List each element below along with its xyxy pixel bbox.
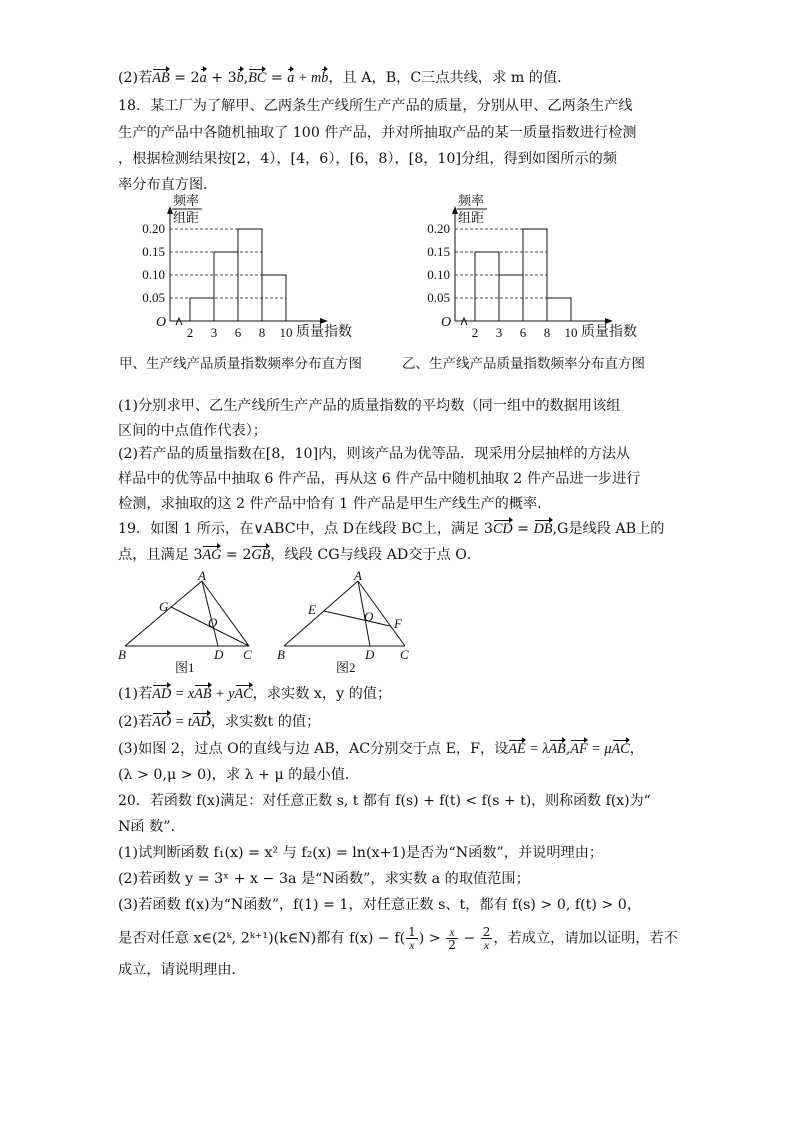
q18-sub2-line1: (2)若产品的质量指数在[8，10]内，则该产品为优等品．现采用分层抽样的方法从 [118, 446, 631, 462]
x-tick-label: 2 [186, 325, 194, 340]
fig2-label-O: O [364, 609, 374, 624]
q19-s1-plus: + y [211, 686, 235, 702]
q20-sub1: (1)试判断函数 f₁(x) = x² 与 f₂(x) = ln(x+1)是否为“N函数”，并说明理由； [118, 845, 604, 861]
q19-s1-text-b: ，求实数 x，y 的值； [252, 686, 392, 702]
x-tick-label: 8 [258, 325, 266, 340]
q19-sub3 [118, 739, 678, 759]
fig2-side-BA [284, 581, 358, 646]
fraction-1-over-x [406, 926, 418, 951]
y-tick-label: 0.15 [142, 244, 165, 259]
q18-line3: ，根据检测结果按[2，4），[4，6），[6，8），[8，10]分组，得到如图所示的频 [118, 151, 618, 167]
y-tick-label: 0.05 [142, 290, 165, 305]
q19-l1-eq: = [512, 521, 534, 537]
q20-sub3-line3: 成立，请说明理由． [118, 962, 246, 978]
y-tick-label: 0.20 [142, 221, 165, 236]
vector-AD-s2: AD [191, 714, 211, 730]
q19-s3-text-a: (3)如图 2，过点 O的直线与边 AB，AC分别交于点 E，F，设 [118, 741, 509, 757]
vector-CD: CD [492, 521, 513, 537]
q19-l2-text-b: ，线段 CG与线段 AD交于点 O． [270, 547, 482, 563]
fig2-label-E: E [308, 602, 316, 617]
q18-sub1-line2: 区间的中点值作代表）； [118, 423, 267, 439]
x-tick-label: 8 [543, 325, 551, 340]
fig2-segment-EF [324, 611, 390, 626]
q19-s2-text-b: ，求实数t 的值； [210, 714, 321, 730]
fig2-label-F: F [394, 616, 402, 631]
fig1-label-O: O [208, 615, 218, 630]
fig1-caption: 图1 [175, 660, 195, 675]
x-axis-arrow [320, 318, 328, 324]
q18-line2: 生产的产品中各随机抽取了 100 件产品，并对所抽取产品的某一质量指数进行检测 [118, 125, 637, 141]
y-tick-label: 0.20 [427, 221, 450, 236]
fig1-segment-AD [202, 581, 218, 646]
histogram-bar [475, 252, 499, 321]
histogram-bar [214, 252, 238, 321]
fraction-1-den: x [409, 938, 415, 952]
q19-s3-text-b: ， [629, 741, 644, 757]
q20-l6-text-c: − [458, 930, 480, 947]
q20-l6-text-a: 是否对任意 x∈(2ᵏ, 2ᵏ⁺¹)(k∈N)都有 f(x) − f( [118, 930, 406, 947]
histogram-yi-caption: 乙、生产线产品质量指数频率分布直方图 [402, 356, 645, 372]
y-label-bottom: 组距 [173, 210, 200, 225]
x-tick-label: 3 [495, 325, 503, 340]
q19-sub3-line2: (λ > 0,μ > 0)，求 λ + μ 的最小值． [118, 767, 360, 783]
q19-line2 [118, 545, 678, 565]
q18-line4: 率分布直方图． [118, 177, 218, 193]
histogram-jia-caption: 甲、生产线产品质量指数频率分布直方图 [119, 356, 362, 372]
q19-l2-eq: = 2 [221, 547, 252, 563]
q20-line1: 20．若函数 f(x)满足：对任意正数 s, t 都有 f(s) + f(t) < f(s + t)，则称函数 f(x)为“ [118, 793, 651, 809]
histogram-bar [190, 298, 214, 321]
fig2-caption: 图2 [336, 660, 356, 675]
fig2-label-D: D [365, 647, 375, 662]
vector-AF: AF [570, 741, 588, 757]
q18-sub1-line1: (1)分别求甲、乙生产线所生产产品的质量指数的平均数（同一组中的数据用该组 [118, 398, 621, 414]
triangle-figure-2 [274, 566, 424, 678]
x-axis-arrow [605, 318, 613, 324]
fig2-label-A: A [354, 568, 362, 583]
q18-sub2-line3: 检测，求抽取的这 2 件产品中恰有 1 件产品是甲生产线生产的概率． [118, 496, 552, 512]
y-tick-label: 0.10 [142, 267, 165, 282]
y-label-top: 频率 [458, 193, 485, 208]
vector-b-2: b [321, 70, 329, 86]
q19-line1 [118, 519, 678, 539]
q17-comma: , [243, 70, 249, 86]
x-tick-label: 2 [471, 325, 479, 340]
histogram-bar [547, 298, 571, 321]
fraction-3-num: 2 [482, 925, 491, 939]
y-label-bottom: 组距 [458, 210, 485, 225]
q19-s3-eq1: = λ [525, 741, 549, 757]
q20-l6-text-b: ) > [418, 930, 446, 947]
fraction-3-den: x [483, 938, 490, 952]
q17-plus: + 3 [206, 70, 237, 86]
vector-AB-s1: AB [194, 686, 212, 702]
q20-sub2: (2)若函数 y = 3ˣ + x − 3a 是“N函数”，求实数 a 的取值范围； [118, 871, 530, 887]
origin-label: O [156, 315, 167, 330]
vector-AO: AO [152, 714, 172, 730]
q17-text-b: ，且 A，B，C三点共线，求 m 的值． [328, 70, 572, 86]
q19-sub2 [118, 712, 678, 732]
q19-s2-eq: = t [171, 714, 192, 730]
vector-AG: AG [202, 547, 222, 563]
q19-l1-text-b: ,G是线段 AB上的 [552, 521, 665, 537]
vector-AB-s3: AB [548, 741, 566, 757]
q19-s3-eq2: = μ [587, 741, 612, 757]
x-axis-label: 质量指数 [296, 325, 352, 340]
histogram-jia [120, 190, 390, 350]
x-tick-label: 10 [279, 325, 293, 340]
q18-line1: 18．某工厂为了解甲、乙两条生产线所生产产品的质量，分别从甲、乙两条生产线 [118, 98, 633, 114]
vector-GB: GB [251, 547, 271, 563]
q17-eq-b: = [266, 70, 288, 86]
triangle-figure-1 [115, 566, 265, 678]
x-tick-label: 6 [519, 325, 527, 340]
q17-eq-a: = 2 [169, 70, 200, 86]
fig1-label-D: D [214, 647, 224, 662]
q18-sub2-line2: 样品中的优等品中抽取 6 件产品，再从这 6 件产品中随机抽取 2 件产品进一步进行 [118, 471, 641, 487]
q20-l6-text-d: ，若成立，请加以证明，若不 [493, 930, 678, 947]
x-tick-label: 10 [564, 325, 578, 340]
fig2-label-C: C [400, 647, 409, 662]
fraction-2-over-x [481, 926, 493, 951]
q17-part2 [118, 68, 678, 88]
fig1-label-C: C [243, 647, 252, 662]
fraction-x-over-2 [446, 926, 458, 951]
q19-l2-text-a: 点，且满足 3 [118, 547, 203, 563]
x-axis-label: 质量指数 [581, 325, 637, 340]
x-tick-label: 3 [210, 325, 218, 340]
fig2-label-B: B [277, 647, 285, 662]
vector-a: a [199, 70, 207, 86]
fig1-label-G: G [159, 599, 169, 614]
q20-sub3: (3)若函数 f(x)为“N函数”，f(1) = 1，对任意正数 s、t，都有 f(s) > 0, f(t) > 0， [118, 897, 642, 913]
y-tick-label: 0.10 [427, 267, 450, 282]
vector-BC: BC [248, 70, 267, 86]
vector-AC-s1: AC [234, 686, 253, 702]
y-tick-label: 0.15 [427, 244, 450, 259]
histogram-yi [405, 190, 675, 350]
q20-line2: N函 数”． [118, 819, 185, 835]
fig1-side-AC [202, 581, 249, 646]
fraction-2-den: 2 [448, 938, 456, 952]
q17-text-a: (2)若 [118, 70, 153, 86]
q19-s1-text-a: (1)若 [118, 686, 153, 702]
q19-s2-text-a: (2)若 [118, 714, 153, 730]
vector-a-2: a [287, 70, 295, 86]
vector-DB: DB [533, 521, 553, 537]
vector-AC-s3: AC [611, 741, 630, 757]
fraction-2-num: x [446, 926, 458, 939]
origin-label: O [441, 315, 452, 330]
vector-AD: AD [152, 686, 172, 702]
q19-s1-eq: = x [171, 686, 195, 702]
q19-l1-text-a: 19．如图 1 所示，在∨ABC中，点 D在线段 BC上，满足 3 [118, 521, 493, 537]
q19-s3-comma: , [565, 741, 571, 757]
fraction-1-num: 1 [408, 925, 416, 939]
vector-b: b [236, 70, 244, 86]
q17-plus-m: + m [294, 70, 322, 86]
q19-sub1 [118, 684, 678, 704]
q20-sub3-line2 [118, 926, 678, 951]
vector-AB: AB [152, 70, 170, 86]
x-tick-label: 6 [234, 325, 242, 340]
y-tick-label: 0.05 [427, 290, 450, 305]
fig1-label-A: A [198, 568, 206, 583]
fig1-label-B: B [118, 647, 126, 662]
y-label-top: 频率 [173, 193, 200, 208]
vector-AE: AE [508, 741, 526, 757]
